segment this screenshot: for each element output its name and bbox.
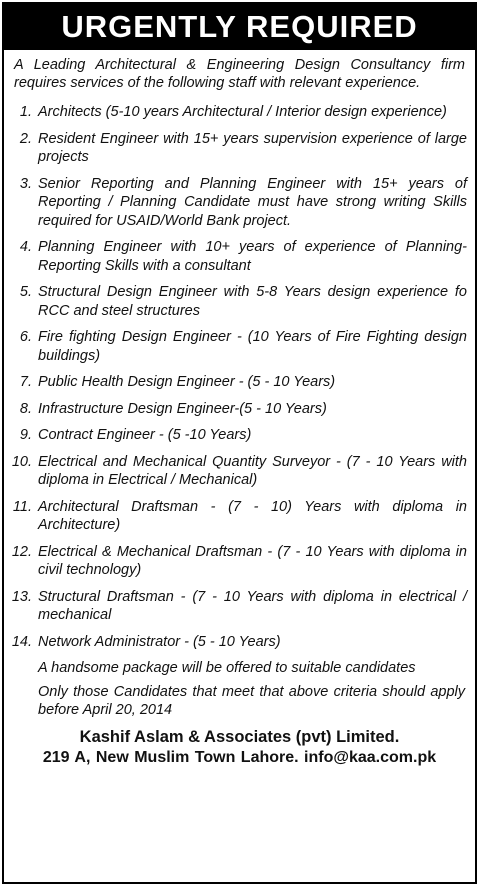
position-item bbox=[4, 453, 475, 490]
position-number: 14. bbox=[11, 633, 32, 650]
position-number: 4. bbox=[19, 239, 32, 255]
headline-banner bbox=[4, 4, 475, 50]
position-text: Structural Design Engineer with 5-8 Years design experience fo RCC and steel structures bbox=[38, 284, 467, 319]
position-number: 1. bbox=[19, 104, 32, 120]
position-text: Electrical and Mechanical Quantity Surveyor - (7 - 10 Years with diploma in Electrical / Mechanical) bbox=[38, 453, 467, 488]
position-item bbox=[4, 238, 475, 275]
position-number: 5. bbox=[19, 284, 32, 300]
position-text: Electrical & Mechanical Draftsman - (7 - 10 Years with diploma in civil technology) bbox=[38, 543, 467, 578]
headline-title: URGENTLY REQUIRED bbox=[61, 9, 418, 44]
company-address: 219 A, New Muslim Town Lahore. info@kaa.com.pk bbox=[42, 749, 437, 766]
position-number: 8. bbox=[19, 400, 32, 417]
position-text: Infrastructure Design Engineer-(5 - 10 Years) bbox=[38, 400, 327, 417]
position-number: 11. bbox=[12, 498, 32, 515]
position-text: Architects (5-10 years Architectural / Interior design experience) bbox=[38, 104, 447, 120]
position-item bbox=[4, 498, 475, 535]
positions-list bbox=[4, 103, 475, 651]
position-item bbox=[4, 373, 475, 392]
position-item bbox=[4, 588, 475, 625]
position-item bbox=[4, 175, 475, 231]
position-item bbox=[4, 328, 475, 365]
position-text: Planning Engineer with 10+ years of experience of Planning-Reporting Skills with a consultant bbox=[38, 239, 467, 274]
position-number: 3. bbox=[19, 175, 32, 192]
position-number: 13. bbox=[11, 588, 32, 605]
position-text: Architectural Draftsman - (7 - 10) Years with diploma in Architecture) bbox=[38, 498, 467, 533]
position-item bbox=[4, 633, 475, 652]
position-number: 9. bbox=[19, 427, 32, 443]
position-item bbox=[4, 543, 475, 580]
position-number: 10. bbox=[11, 453, 32, 470]
position-text: Public Health Design Engineer - (5 - 10 Years) bbox=[38, 374, 336, 390]
position-number: 12. bbox=[11, 543, 32, 560]
position-item bbox=[4, 400, 475, 419]
position-item bbox=[4, 103, 475, 122]
position-text: Contract Engineer - (5 -10 Years) bbox=[38, 427, 252, 443]
position-text: Senior Reporting and Planning Engineer with 15+ years of Reporting / Planning Candidate must have strong writing Skills required for USAID/World Bank project. bbox=[38, 175, 467, 229]
position-number: 6. bbox=[19, 329, 32, 345]
job-advertisement bbox=[2, 2, 477, 884]
intro-paragraph: A Leading Architectural & Engineering Design Consultancy firm requires services of the following staff with relevant experience. bbox=[14, 57, 465, 91]
position-item bbox=[4, 283, 475, 320]
position-text: Fire fighting Design Engineer - (10 Years of Fire Fighting design buildings) bbox=[38, 329, 467, 364]
position-text: Structural Draftsman - (7 - 10 Years with diploma in electrical / mechanical bbox=[38, 588, 467, 623]
criteria-note: Only those Candidates that meet that above criteria should apply before April 20, 2014 bbox=[38, 684, 465, 718]
position-item bbox=[4, 130, 475, 167]
position-item bbox=[4, 426, 475, 445]
company-name: Kashif Aslam & Associates (pvt) Limited. bbox=[79, 728, 400, 746]
position-text: Network Administrator - (5 - 10 Years) bbox=[38, 633, 281, 650]
position-number: 2. bbox=[19, 130, 32, 147]
position-text: Resident Engineer with 15+ years supervision experience of large projects bbox=[38, 130, 467, 165]
package-note: A handsome package will be offered to suitable candidates bbox=[38, 660, 416, 676]
position-number: 7. bbox=[19, 374, 32, 390]
